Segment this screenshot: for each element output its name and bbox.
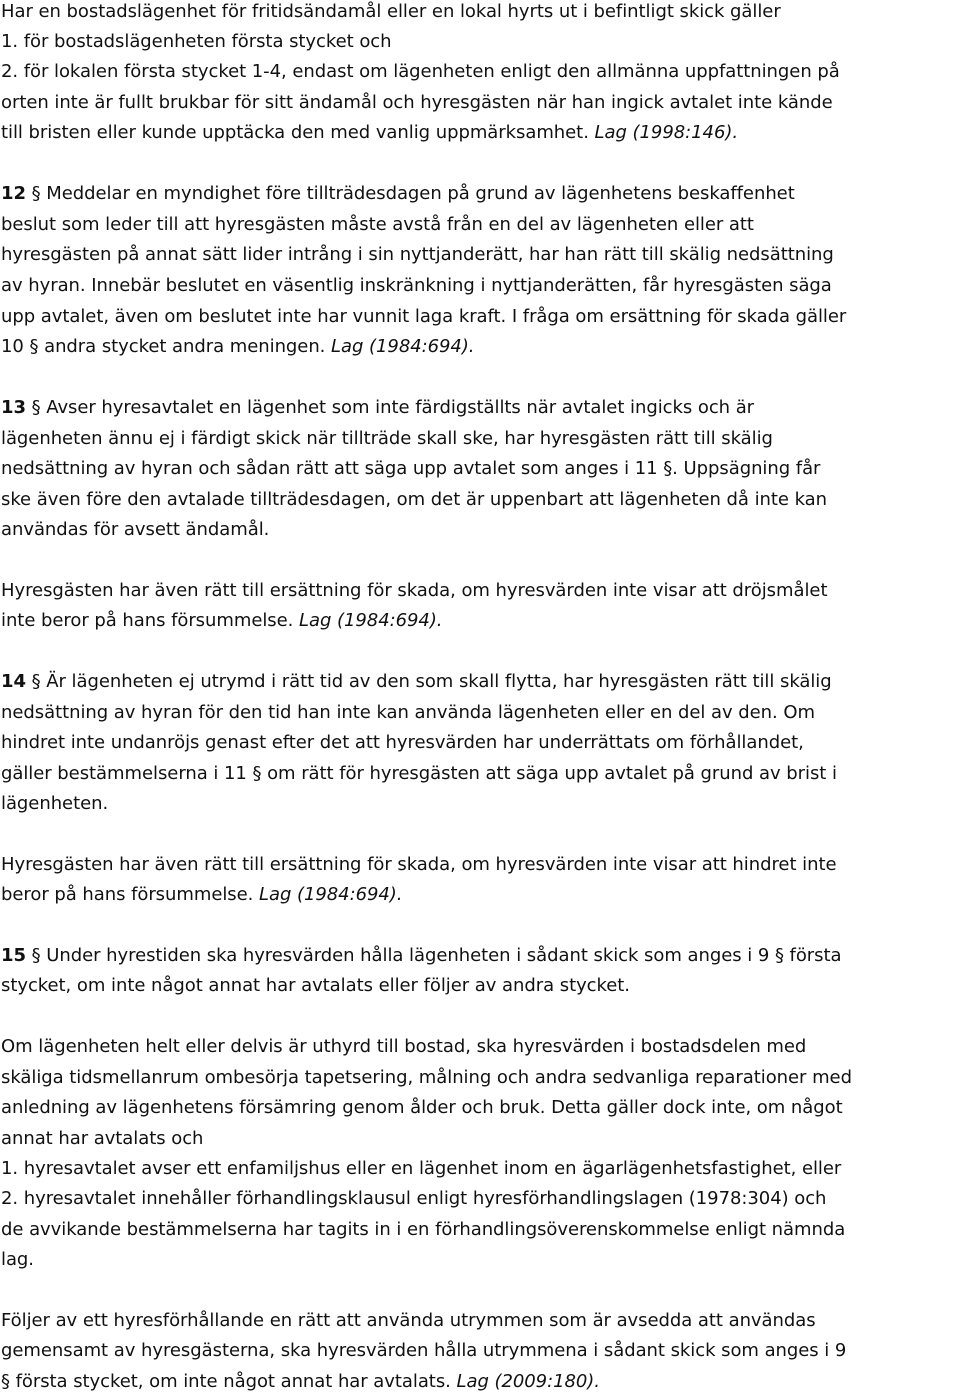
section-13-line [1, 396, 754, 420]
section-sign: § [31, 671, 41, 692]
section-number: 14 [1, 671, 26, 692]
text-line [1, 335, 474, 359]
law-reference: Lag (1998:146). [594, 122, 738, 143]
text-line: gäller bestämmelserna i 11 § om rätt för hyresgästen att säga upp avtalet på grund av brist i [1, 763, 837, 784]
text-line: lag. [1, 1249, 34, 1270]
text-line: stycket, om inte något annat har avtalats eller följer av andra stycket. [1, 975, 630, 996]
section-sign: § [31, 397, 41, 418]
law-reference: Lag (2009:180). [456, 1371, 600, 1392]
section-sign: § [31, 945, 41, 966]
text-run: Meddelar en myndighet före tillträdesdagen på grund av lägenhetens beskaffenhet [40, 183, 795, 204]
text-line [1, 609, 442, 633]
text-line: nedsättning av hyran för den tid han inte kan använda lägenheten eller en del av den. Om [1, 702, 815, 723]
text-line: anledning av lägenhetens försämring genom ålder och bruk. Detta gäller dock inte, om något [1, 1097, 843, 1118]
text-line: Har en bostadslägenhet för fritidsändamål eller en lokal hyrts ut i befintligt skick gäller [1, 1, 781, 22]
text-line: beslut som leder till att hyresgästen måste avstå från en del av lägenheten eller att [1, 214, 754, 235]
text-line: hyresgästen på annat sätt lider intrång i sin nyttjanderätt, har han rätt till skälig nedsättning [1, 244, 834, 265]
text-line: av hyran. Innebär beslutet en väsentlig inskränkning i nyttjanderätten, får hyresgästen säga [1, 275, 832, 296]
text-line: orten inte är fullt brukbar för sitt ändamål och hyresgästen när han ingick avtalet inte kände [1, 92, 833, 113]
section-number: 13 [1, 397, 26, 418]
section-15-line [1, 944, 841, 968]
text-run: till bristen eller kunde upptäcka den med vanlig uppmärksamhet. [1, 122, 595, 143]
section-sign: § [31, 183, 41, 204]
text-run: § första stycket, om inte något annat har avtalats. [1, 1371, 457, 1392]
text-line: lägenheten. [1, 793, 109, 814]
text-line: 2. för lokalen första stycket 1-4, endast om lägenheten enligt den allmänna uppfattningen på [1, 61, 840, 82]
text-run: beror på hans försummelse. [1, 884, 259, 905]
text-line [1, 121, 738, 145]
text-line: Hyresgästen har även rätt till ersättning för skada, om hyresvärden inte visar att dröjsmålet [1, 580, 828, 601]
text-line: Hyresgästen har även rätt till ersättning för skada, om hyresvärden inte visar att hindret inte [1, 854, 837, 875]
text-line: ske även före den avtalade tillträdesdagen, om det är uppenbart att lägenheten då inte kan [1, 489, 827, 510]
text-line: nedsättning av hyran och sådan rätt att säga upp avtalet som anges i 11 §. Uppsägning får [1, 458, 821, 479]
text-line: upp avtalet, även om beslutet inte har vunnit laga kraft. I fråga om ersättning för skada gäller [1, 306, 847, 327]
text-run: Under hyrestiden ska hyresvärden hålla lägenheten i sådant skick som anges i 9 § första [40, 945, 842, 966]
text-line: 1. hyresavtalet avser ett enfamiljshus eller en lägenhet inom en ägarlägenhetsfastighet, eller [1, 1158, 842, 1179]
text-line: hindret inte undanröjs genast efter det att hyresvärden har underrättats om förhållandet, [1, 732, 804, 753]
section-number: 12 [1, 183, 26, 204]
text-line: användas för avsett ändamål. [1, 519, 270, 540]
text-line [1, 883, 402, 907]
text-line: lägenheten ännu ej i färdigt skick när tillträde skall ske, har hyresgästen rätt till skälig [1, 428, 773, 449]
text-line: Följer av ett hyresförhållande en rätt att använda utrymmen som är avsedda att användas [1, 1310, 816, 1331]
text-run: Avser hyresavtalet en lägenhet som inte färdigställts när avtalet ingicks och är [40, 397, 755, 418]
law-reference: Lag (1984:694). [331, 336, 475, 357]
text-run: inte beror på hans försummelse. [1, 610, 300, 631]
text-run: Är lägenheten ej utrymd i rätt tid av den som skall flytta, har hyresgästen rätt till skälig [40, 671, 832, 692]
text-line: de avvikande bestämmelserna har tagits in i en förhandlingsöverenskommelse enligt nämnda [1, 1219, 846, 1240]
text-line: Om lägenheten helt eller delvis är uthyrd till bostad, ska hyresvärden i bostadsdelen med [1, 1036, 807, 1057]
text-line: annat har avtalats och [1, 1128, 204, 1149]
text-line: 2. hyresavtalet innehåller förhandlingsklausul enligt hyresförhandlingslagen (1978:304) och [1, 1188, 827, 1209]
text-line: skäliga tidsmellanrum ombesörja tapetsering, målning och andra sedvanliga reparationer med [1, 1067, 852, 1088]
text-line [1, 1370, 600, 1394]
text-line: gemensamt av hyresgästerna, ska hyresvärden hålla utrymmena i sådant skick som anges i 9 [1, 1340, 847, 1361]
text-run: 10 § andra stycket andra meningen. [1, 336, 332, 357]
section-14-line [1, 670, 832, 694]
law-reference: Lag (1984:694). [299, 610, 443, 631]
text-line: 1. för bostadslägenheten första stycket och [1, 31, 392, 52]
section-12-line [1, 182, 795, 206]
section-number: 15 [1, 945, 26, 966]
law-reference: Lag (1984:694). [259, 884, 403, 905]
